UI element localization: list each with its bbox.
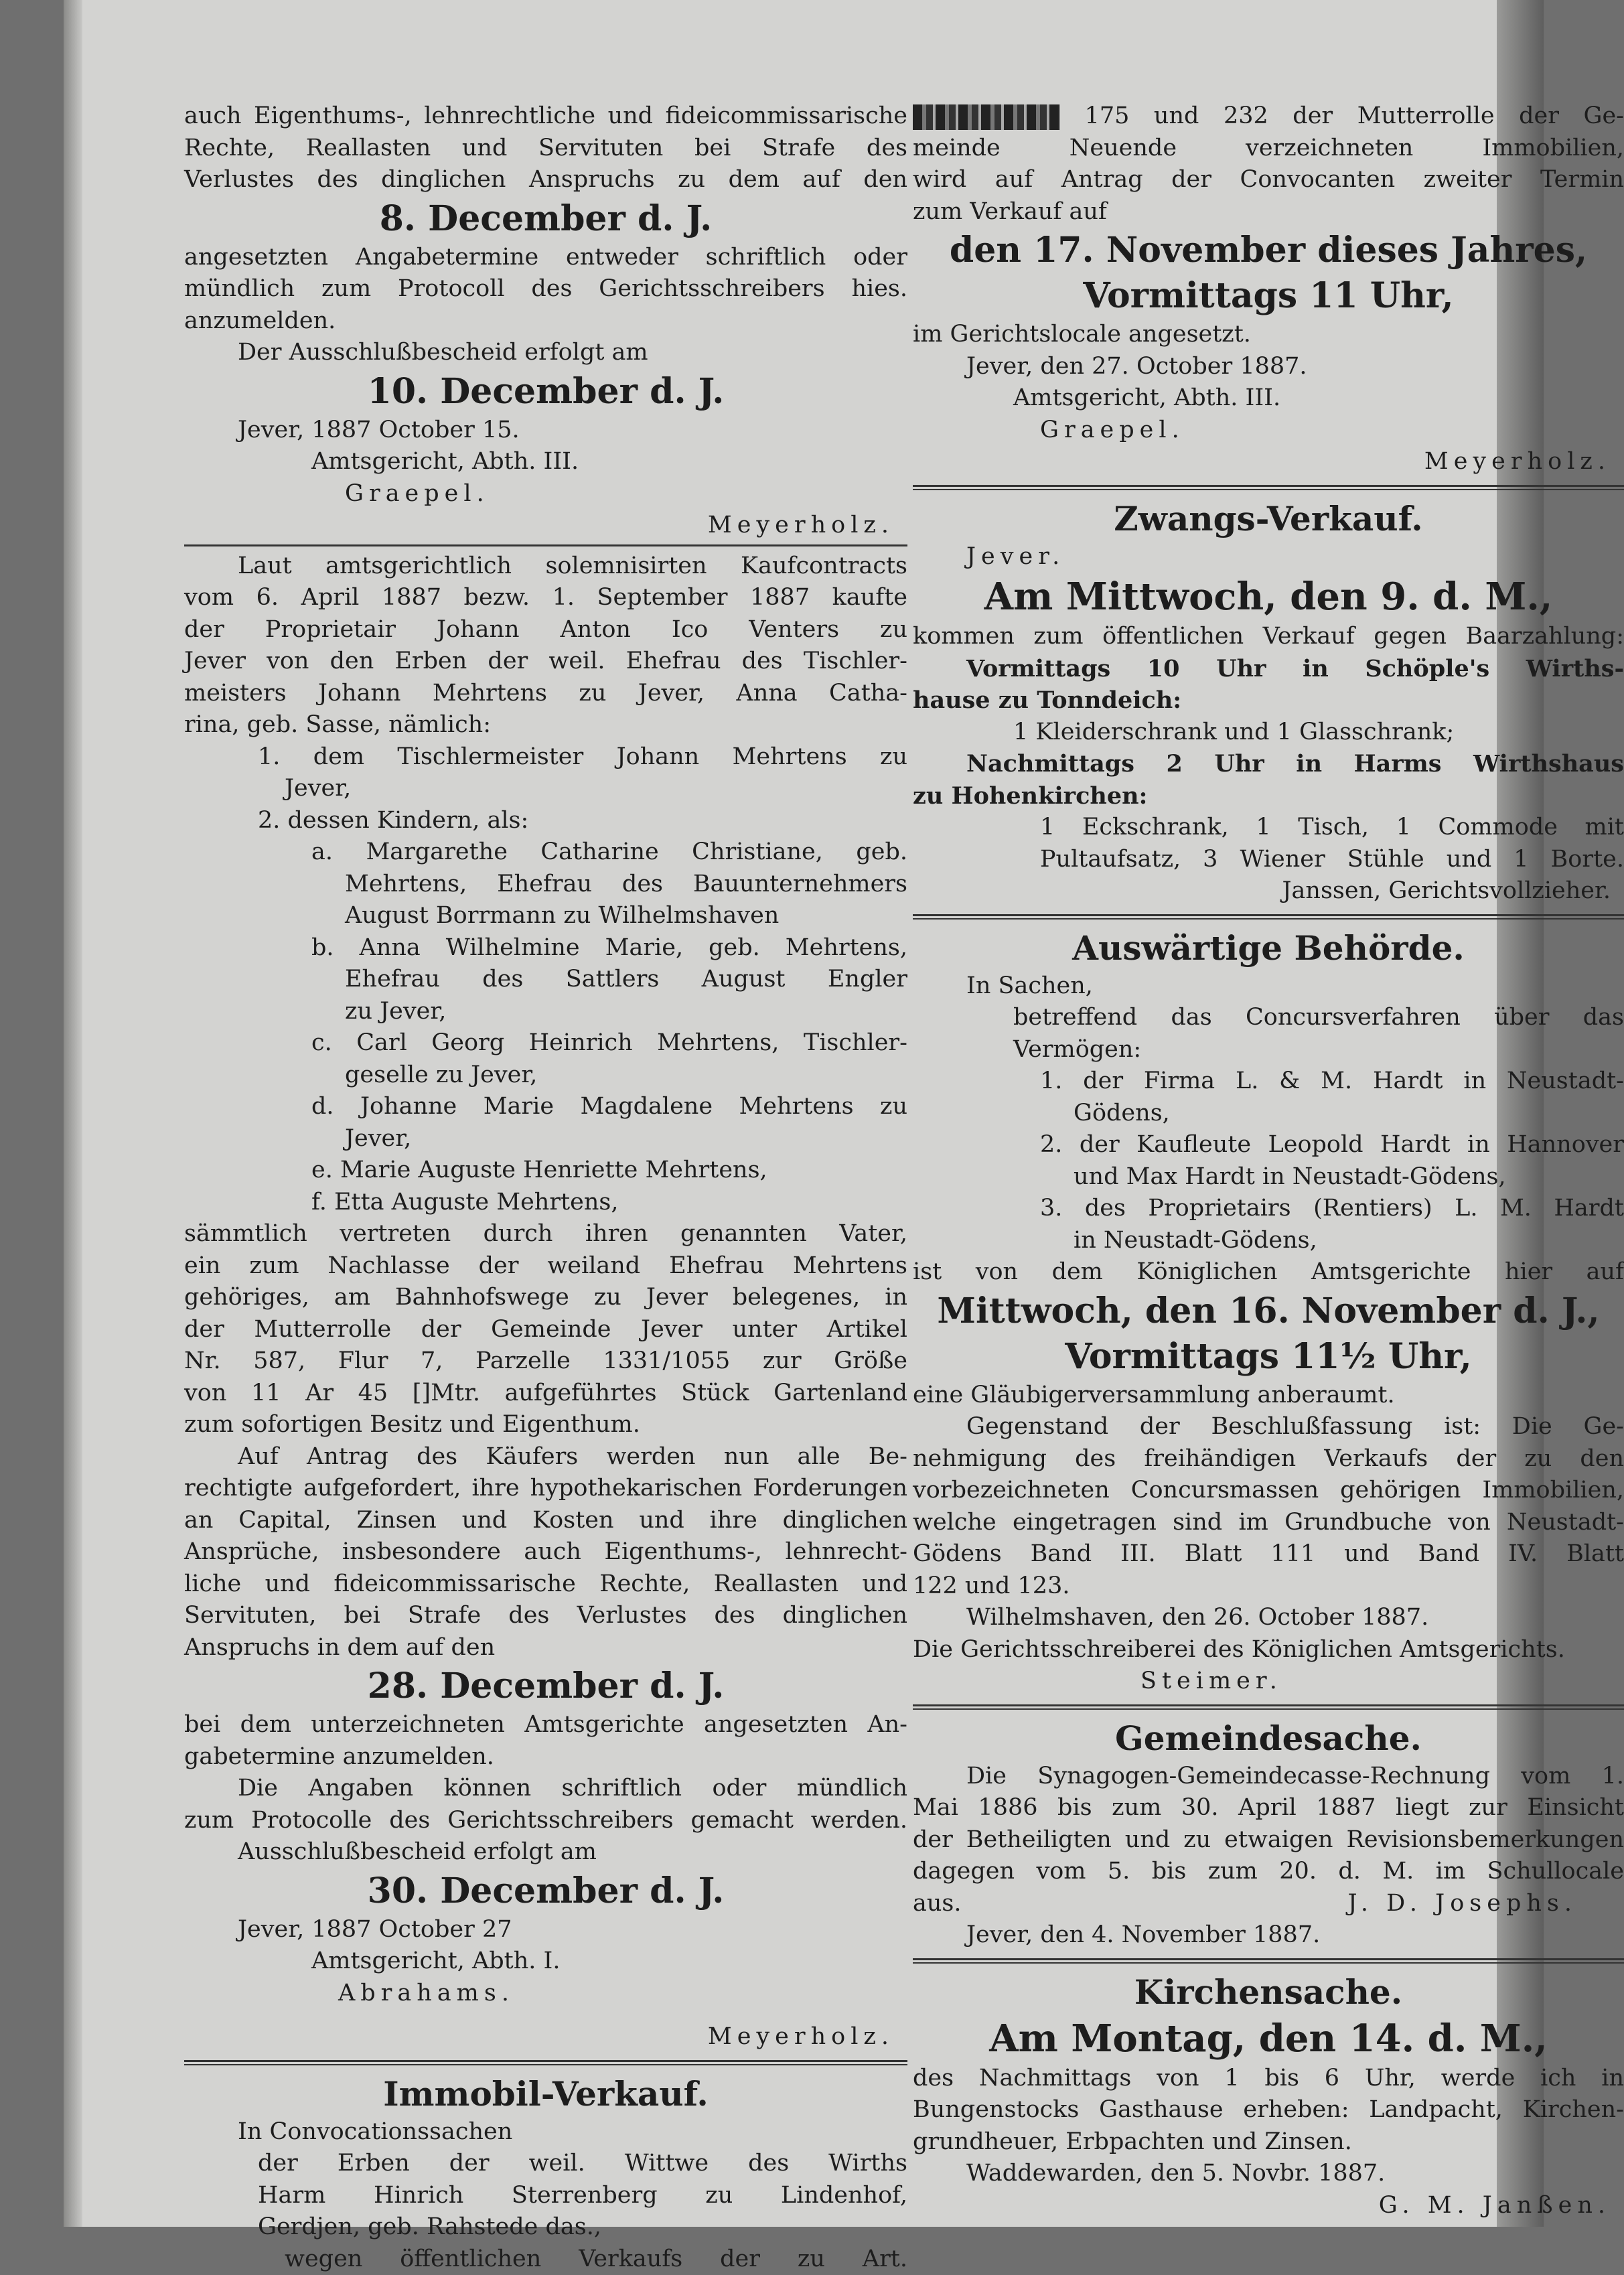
text-line: Nachmittags 2 Uhr in Harms Wirthshaus xyxy=(913,748,1624,780)
text-line: ein zum Nachlasse der weiland Ehefrau Mehrtens xyxy=(184,1250,907,1282)
list-item: d. Johanne Marie Magdalene Mehrtens zu xyxy=(184,1091,907,1123)
text-line: ist von dem Königlichen Amtsgerichte hier auf xyxy=(913,1256,1624,1289)
text-line: Die Angaben können schriftlich oder mündlich xyxy=(184,1773,907,1805)
text-line: der Betheiligten und zu etwaigen Revisionsbemerkungen xyxy=(913,1824,1624,1856)
time-heading: Vormittags 11½ Uhr, xyxy=(913,1334,1624,1380)
signature: G. M. Janßen. xyxy=(913,2190,1624,2222)
text-line: kommen zum öffentlichen Verkauf gegen Baarzahlung: xyxy=(913,621,1624,653)
signature: Meyerholz. xyxy=(184,2021,907,2053)
list-item: 3. des Proprietairs (Rentiers) L. M. Hardt xyxy=(913,1193,1624,1225)
text-line: Laut amtsgerichtlich solemnisirten Kaufcontracts xyxy=(184,551,907,583)
list-item: f. Etta Auguste Mehrtens, xyxy=(184,1187,907,1219)
text-line: Bungenstocks Gasthause erheben: Landpacht, Kirchen- xyxy=(913,2094,1624,2126)
text-line: der Erben der weil. Wittwe des Wirths xyxy=(184,2148,907,2180)
page-gutter xyxy=(64,0,82,2227)
text-line: der Proprietair Johann Anton Ico Venters zu xyxy=(184,614,907,646)
text-line: Nr. 587, Flur 7, Parzelle 1331/1055 zur Größe xyxy=(184,1345,907,1378)
text-line: grundheuer, Erbpachten und Zinsen. xyxy=(913,2126,1624,2158)
section-heading: Kirchensache. xyxy=(913,1970,1624,2014)
text-line: Ansprüche, insbesondere auch Eigenthums-, lehnrecht- xyxy=(184,1536,907,1568)
list-item: a. Margarethe Catharine Christiane, geb. xyxy=(184,836,907,869)
text-line: eine Gläubigerversammlung anberaumt. xyxy=(913,1380,1624,1412)
text-line: an Capital, Zinsen und Kosten und ihre dinglichen xyxy=(184,1505,907,1537)
date-heading: 28. December d. J. xyxy=(184,1664,907,1709)
text-line: zum Protocolle des Gerichtsschreibers gemacht werden. xyxy=(184,1805,907,1837)
text-line: der Mutterrolle der Gemeinde Jever unter Artikel xyxy=(184,1314,907,1346)
text-line: In Sachen, xyxy=(913,970,1624,1003)
divider xyxy=(184,544,907,546)
list-item: Mehrtens, Ehefrau des Bauunternehmers xyxy=(184,869,907,901)
text-line: zu Hohenkirchen: xyxy=(913,780,1624,812)
text-line: rechtigte aufgefordert, ihre hypothekarischen Forderungen xyxy=(184,1473,907,1505)
text-line: sämmtlich vertreten durch ihren genannten Vater, xyxy=(184,1218,907,1250)
text-line: 122 und 123. xyxy=(913,1570,1624,1603)
place-name: Jever. xyxy=(913,541,1624,573)
right-column xyxy=(913,100,1624,2221)
text-line: anzumelden. xyxy=(184,305,907,338)
left-column xyxy=(184,100,907,2275)
list-item: 2. dessen Kindern, als: xyxy=(184,805,907,837)
text-line: Mai 1886 bis zum 30. April 1887 liegt zur Einsicht xyxy=(913,1792,1624,1824)
list-item: c. Carl Georg Heinrich Mehrtens, Tischler- xyxy=(184,1027,907,1059)
text-line: Die Synagogen-Gemeindecasse-Rechnung vom 1. xyxy=(913,1761,1624,1793)
text-line: Auf Antrag des Käufers werden nun alle Be- xyxy=(184,1441,907,1473)
text-line: welche eingetragen sind im Grundbuche von Neustadt- xyxy=(913,1507,1624,1539)
signature: Janssen, Gerichtsvollzieher. xyxy=(913,875,1624,907)
list-item: und Max Hardt in Neustadt-Gödens, xyxy=(913,1161,1624,1193)
text-line: Pultaufsatz, 3 Wiener Stühle und 1 Borte. xyxy=(913,844,1624,876)
ink-blot xyxy=(913,104,1060,130)
text-line: gabetermine anzumelden. xyxy=(184,1741,907,1773)
text-line: liche und fideicommissarische Rechte, Reallasten und xyxy=(184,1568,907,1601)
list-item: Ehefrau des Sattlers August Engler xyxy=(184,964,907,996)
list-item: 1. der Firma L. & M. Hardt in Neustadt- xyxy=(913,1066,1624,1098)
text-line: hause zu Tonndeich: xyxy=(913,684,1624,717)
text-line: Vermögen: xyxy=(913,1034,1624,1066)
text-line: des Nachmittags von 1 bis 6 Uhr, werde ich in xyxy=(913,2063,1624,2095)
time-heading: Vormittags 11 Uhr, xyxy=(913,273,1624,319)
signature: Graepel. xyxy=(184,478,907,510)
court-name: Amtsgericht, Abth. III. xyxy=(913,382,1624,415)
text-line: Ausschlußbescheid erfolgt am xyxy=(184,1836,907,1868)
text-line: Gödens Band III. Blatt 111 und Band IV. Blatt xyxy=(913,1538,1624,1570)
text-line: 1 Kleiderschrank und 1 Glasschrank; xyxy=(913,717,1624,749)
section-heading: Immobil-Verkauf. xyxy=(184,2072,907,2116)
place-date: Jever, 1887 October 27 xyxy=(184,1914,907,1946)
date-heading: 30. December d. J. xyxy=(184,1868,907,1914)
text-line: angesetzten Angabetermine entweder schriftlich oder xyxy=(184,242,907,274)
place-date: Wilhelmshaven, den 26. October 1887. xyxy=(913,1602,1624,1634)
list-item: zu Jever, xyxy=(184,996,907,1028)
list-item: Jever, xyxy=(184,1123,907,1155)
divider xyxy=(913,485,1624,490)
text-line: betreffend das Concursverfahren über das xyxy=(913,1002,1624,1034)
text-line: Anspruchs in dem auf den xyxy=(184,1632,907,1664)
signature: J. D. Josephs. xyxy=(1348,1888,1577,1920)
place-date: Jever, den 4. November 1887. xyxy=(913,1919,1624,1952)
text-line: zum Verkauf auf xyxy=(913,196,1624,228)
text-line: zum sofortigen Besitz und Eigenthum. xyxy=(184,1409,907,1441)
text-line: auch Eigenthums-, lehnrechtliche und fideicommissarische xyxy=(184,100,907,133)
list-item: Gödens, xyxy=(913,1098,1624,1130)
signature: Steimer. xyxy=(913,1666,1624,1698)
text-run: 175 und 232 der Mutterrolle der Ge- xyxy=(1085,102,1624,129)
list-item: Jever, xyxy=(184,773,907,805)
list-item: 2. der Kaufleute Leopold Hardt in Hannover xyxy=(913,1129,1624,1161)
text-line: vom 6. April 1887 bezw. 1. September 1887 kaufte xyxy=(184,582,907,614)
text-line: dagegen vom 5. bis zum 20. d. M. im Schullocale xyxy=(913,1856,1624,1888)
text-line: In Convocationssachen xyxy=(184,2116,907,2148)
text-line: Gegenstand der Beschlußfassung ist: Die Ge- xyxy=(913,1411,1624,1443)
text-line: wird auf Antrag der Convocanten zweiter Termin xyxy=(913,164,1624,196)
section-heading: Zwangs-Verkauf. xyxy=(913,497,1624,541)
divider xyxy=(913,914,1624,920)
text-line: Servituten, bei Strafe des Verlustes des dinglichen xyxy=(184,1600,907,1632)
signature: Abrahams. xyxy=(184,1978,907,2010)
divider xyxy=(913,1958,1624,1964)
newspaper-page xyxy=(64,0,1544,2227)
text-line: Harm Hinrich Sterrenberg zu Lindenhof, xyxy=(184,2180,907,2212)
text-line: Gerdjen, geb. Rahstede das., xyxy=(184,2211,907,2244)
text-line: Vormittags 10 Uhr in Schöple's Wirths- xyxy=(913,653,1624,685)
signature: Meyerholz. xyxy=(913,446,1624,478)
text-line: Jever von den Erben der weil. Ehefrau des Tischler- xyxy=(184,646,907,678)
date-heading: 10. December d. J. xyxy=(184,369,907,415)
date-heading: 8. December d. J. xyxy=(184,196,907,242)
signature: Meyerholz. xyxy=(184,510,907,542)
date-heading: Am Mittwoch, den 9. d. M., xyxy=(913,573,1624,621)
text-line: von 11 Ar 45 []Mtr. aufgeführtes Stück Gartenland xyxy=(184,1378,907,1410)
section-heading: Auswärtige Behörde. xyxy=(913,926,1624,970)
court-name: Amtsgericht, Abth. I. xyxy=(184,1946,907,1978)
date-heading: den 17. November dieses Jahres, xyxy=(913,228,1624,273)
place-date: Jever, den 27. October 1887. xyxy=(913,351,1624,383)
text-run: aus. xyxy=(913,1888,962,1920)
text-line: im Gerichtslocale angesetzt. xyxy=(913,319,1624,351)
place-date: Waddewarden, den 5. Novbr. 1887. xyxy=(913,2158,1624,2190)
list-item: b. Anna Wilhelmine Marie, geb. Mehrtens, xyxy=(184,932,907,964)
signature: Graepel. xyxy=(913,415,1624,447)
text-line: Verlustes des dinglichen Anspruchs zu dem auf den xyxy=(184,164,907,196)
text-line: Die Gerichtsschreiberei des Königlichen Amtsgerichts. xyxy=(913,1634,1624,1666)
text-line: mündlich zum Protocoll des Gerichtsschreibers hies. xyxy=(184,273,907,305)
text-line: meisters Johann Mehrtens zu Jever, Anna Catha- xyxy=(184,678,907,710)
divider xyxy=(184,2060,907,2065)
court-name: Amtsgericht, Abth. III. xyxy=(184,446,907,478)
list-item: August Borrmann zu Wilhelmshaven xyxy=(184,900,907,932)
text-line xyxy=(913,1888,1624,1920)
text-line xyxy=(913,100,1624,133)
text-line: meinde Neuende verzeichneten Immobilien, xyxy=(913,133,1624,165)
list-item: 1. dem Tischlermeister Johann Mehrtens zu xyxy=(184,741,907,774)
date-heading: Am Montag, den 14. d. M., xyxy=(913,2014,1624,2063)
divider xyxy=(913,1704,1624,1710)
list-item: e. Marie Auguste Henriette Mehrtens, xyxy=(184,1155,907,1187)
section-heading: Gemeindesache. xyxy=(913,1716,1624,1761)
text-line: Der Ausschlußbescheid erfolgt am xyxy=(184,337,907,369)
text-line: bei dem unterzeichneten Amtsgerichte angesetzten An- xyxy=(184,1709,907,1741)
text-line: rina, geb. Sasse, nämlich: xyxy=(184,709,907,741)
text-line: gehöriges, am Bahnhofswege zu Jever belegenes, in xyxy=(184,1282,907,1314)
list-item: in Neustadt-Gödens, xyxy=(913,1225,1624,1257)
list-item: geselle zu Jever, xyxy=(184,1059,907,1092)
text-line: Rechte, Reallasten und Servituten bei Strafe des xyxy=(184,133,907,165)
place-date: Jever, 1887 October 15. xyxy=(184,415,907,447)
text-line: wegen öffentlichen Verkaufs der zu Art. xyxy=(184,2244,907,2275)
text-line: nehmigung des freihändigen Verkaufs der zu den xyxy=(913,1443,1624,1475)
text-line: 1 Eckschrank, 1 Tisch, 1 Commode mit xyxy=(913,812,1624,844)
date-heading: Mittwoch, den 16. November d. J., xyxy=(913,1289,1624,1334)
text-line: vorbezeichneten Concursmassen gehörigen Immobilien, xyxy=(913,1475,1624,1507)
